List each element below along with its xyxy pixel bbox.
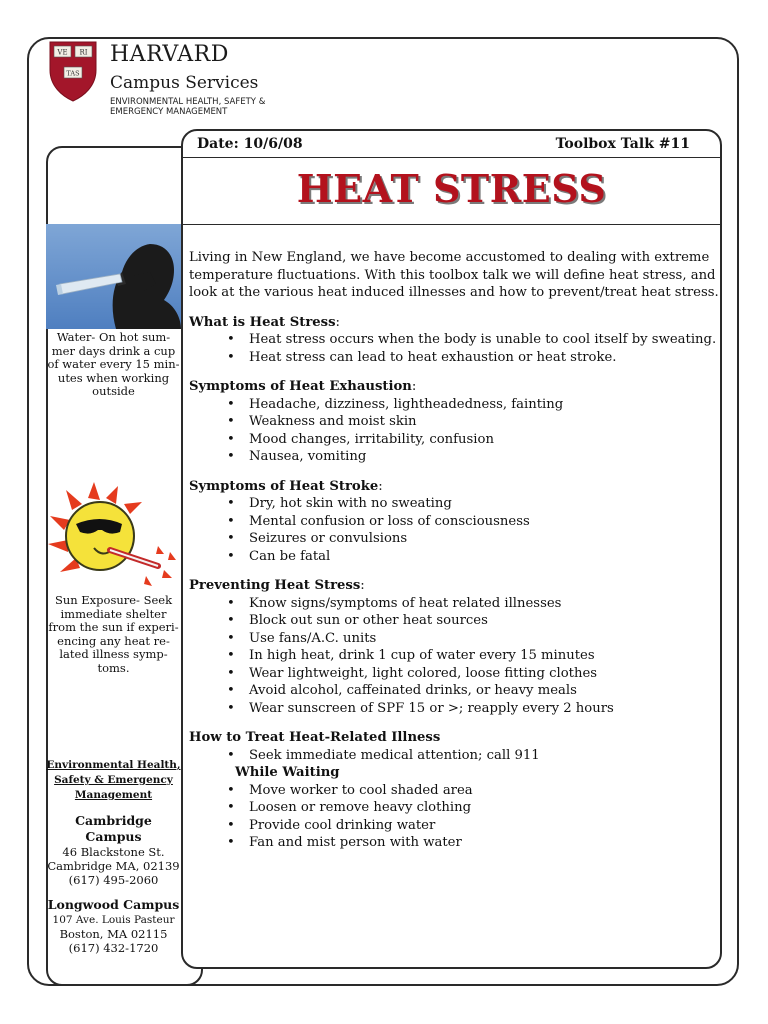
section-heading: What is Heat Stress: — [189, 314, 340, 330]
section-heading: Preventing Heat Stress: — [189, 578, 365, 593]
section-heading-text: Symptoms of Heat Stroke — [189, 478, 379, 494]
list-item: • Wear lightweight, light colored, loose fitting clothes — [249, 665, 719, 683]
bullet-list — [189, 595, 719, 718]
water-caption-line: utes when working — [57, 370, 170, 385]
date-row — [183, 131, 720, 158]
sun-caption-line: Sun Exposure- Seek — [54, 593, 173, 607]
list-item: • Move worker to cool shaded area — [249, 782, 719, 800]
list-item: • Mood changes, irritability, confusion — [249, 431, 719, 449]
shield-tas: TAS — [66, 69, 80, 78]
list-item: • Dry, hot skin with no sweating — [249, 495, 719, 513]
page-title: HEAT STRESS — [296, 166, 607, 211]
campus-address-line: 107 Ave. Louis Pasteur — [52, 914, 175, 926]
contact-info — [46, 758, 181, 955]
list-item: • Wear sunscreen of SPF 15 or >; reapply every 2 hours — [249, 700, 719, 718]
hot-sun-cartoon-icon — [46, 480, 181, 590]
bullet-list — [189, 495, 719, 565]
list-item: • Heat stress occurs when the body is unable to cool itself by sweating. — [249, 331, 719, 349]
water-drinking-photo — [46, 224, 181, 329]
org-name: HARVARD — [110, 42, 229, 67]
list-item: • In high heat, drink 1 cup of water every 15 minutes — [249, 647, 719, 665]
list-item: • Headache, dizziness, lightheadedness, fainting — [249, 396, 719, 414]
list-item: • Seek immediate medical attention; call 911 — [249, 747, 719, 765]
org-department — [110, 97, 265, 117]
sun-caption-line: lated illness symp- — [59, 647, 168, 661]
campus-phone: (617) 495-2060 — [68, 873, 159, 887]
sun-caption-line: immediate shelter — [60, 606, 167, 621]
list-item: • Loosen or remove heavy clothing — [249, 799, 719, 817]
sub-heading: While Waiting — [235, 765, 340, 780]
water-caption — [46, 331, 181, 399]
campus-phone: (617) 432-1720 — [68, 941, 159, 955]
section-heading-text: Preventing Heat Stress — [189, 578, 361, 593]
org-subtitle: Campus Services — [110, 73, 259, 93]
list-item: • Fan and mist person with water — [249, 834, 719, 852]
dept-title-line: Management — [74, 789, 153, 801]
harvard-shield-icon — [48, 40, 98, 102]
list-item: • Seizures or convulsions — [249, 530, 719, 548]
article-body — [189, 249, 719, 864]
campus-address-line: 46 Blackstone St. — [62, 845, 165, 859]
title-row — [183, 158, 720, 225]
shield-ri: RI — [79, 48, 88, 57]
bullet-list — [189, 747, 719, 765]
intro-paragraph: Living in New England, we have become accustomed to dealing with extreme temperature fluctuations. With this toolbox talk we will define heat stress, and look at the various heat induced illnesses and how to prevent/treat heat stress. — [189, 250, 719, 300]
sun-exposure-caption — [46, 594, 181, 675]
list-item: • Nausea, vomiting — [249, 448, 719, 466]
date-label: Date: 10/6/08 — [197, 136, 303, 152]
list-item: • Block out sun or other heat sources — [249, 612, 719, 630]
list-item: • Provide cool drinking water — [249, 817, 719, 835]
toolbox-talk-number: Toolbox Talk #11 — [555, 136, 690, 152]
section-heading-text: Symptoms of Heat Exhaustion — [189, 379, 412, 394]
water-caption-line: Water- On hot sum- — [56, 330, 171, 344]
campus-name: Cambridge Campus — [75, 813, 152, 844]
sun-caption-line: toms. — [97, 660, 130, 675]
list-item: • Use fans/A.C. units — [249, 630, 719, 648]
sun-caption-line: from the sun if experi- — [48, 620, 179, 634]
campus-name: Longwood Campus — [47, 897, 180, 912]
list-item: • Know signs/symptoms of heat related illnesses — [249, 595, 719, 613]
water-caption-line: of water every 15 min- — [47, 357, 180, 371]
bullet-list — [189, 396, 719, 466]
water-caption-line: outside — [92, 384, 135, 398]
org-department-line: ENVIRONMENTAL HEALTH, SAFETY & — [110, 97, 266, 107]
campus-address-line: Cambridge MA, 02139 — [47, 859, 180, 873]
harvard-logo-header — [48, 40, 288, 120]
bullet-list — [189, 331, 719, 366]
list-item: • Heat stress can lead to heat exhaustion or heat stroke. — [249, 349, 719, 367]
sun-caption-line: encing any heat re- — [57, 633, 170, 648]
section-heading: Symptoms of Heat Stroke: — [189, 478, 383, 494]
shield-ve: VE — [57, 48, 68, 57]
section-heading: How to Treat Heat-Related Illness — [189, 730, 441, 745]
org-department-line: EMERGENCY MANAGEMENT — [110, 107, 228, 117]
dept-title-line: Safety & Emergency — [54, 774, 173, 786]
bullet-list — [189, 782, 719, 852]
dept-title-line: Environmental Health, — [46, 759, 181, 771]
section-heading: Symptoms of Heat Exhaustion: — [189, 379, 417, 394]
section-heading-text: What is Heat Stress — [189, 314, 336, 330]
list-item: • Can be fatal — [249, 548, 719, 566]
list-item: • Mental confusion or loss of consciousness — [249, 513, 719, 531]
list-item: • Weakness and moist skin — [249, 413, 719, 431]
campus-address-line: Boston, MA 02115 — [59, 927, 168, 941]
water-caption-line: mer days drink a cup — [51, 343, 176, 358]
list-item: • Avoid alcohol, caffeinated drinks, or heavy meals — [249, 682, 719, 700]
